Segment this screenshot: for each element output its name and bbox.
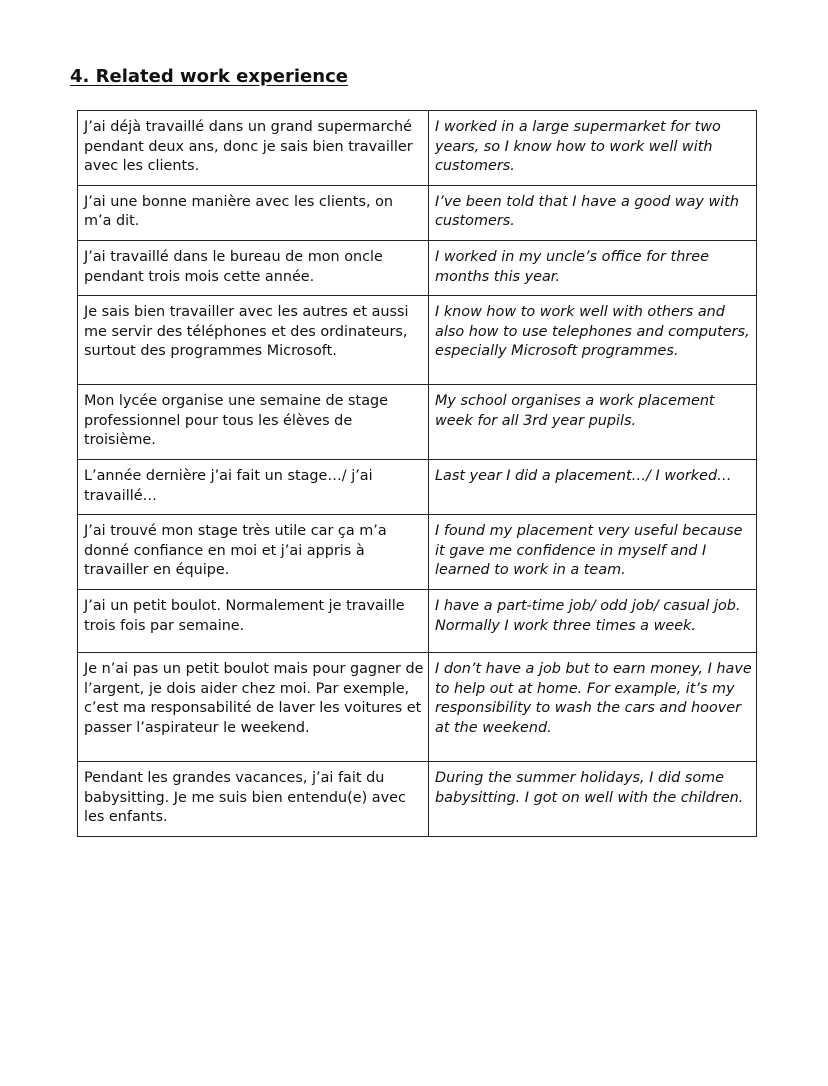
table-row [78,761,757,836]
english-translation: I don’t have a job but to earn money, I have to help out at home. For example, it’s my responsibility to wash the cars and hoover at the weekend. [429,652,757,761]
french-phrase: Je sais bien travailler avec les autres et aussi me servir des téléphones et des ordinateurs, surtout des programmes Microsoft. [78,296,429,385]
french-phrase: J’ai une bonne manière avec les clients, on m’a dit. [78,185,429,240]
english-translation: I found my placement very useful because it gave me confidence in myself and I learned to work in a team. [429,515,757,590]
english-translation: I worked in my uncle’s office for three months this year. [429,240,757,295]
english-translation: I have a part-time job/ odd job/ casual job. Normally I work three times a week. [429,589,757,652]
section-title: 4. Related work experience [70,66,348,87]
table-row [78,185,757,240]
french-phrase: L’année dernière j’ai fait un stage…/ j’ai travaillé… [78,459,429,514]
french-phrase: J’ai travaillé dans le bureau de mon oncle pendant trois mois cette année. [78,240,429,295]
table-row [78,515,757,590]
english-translation: I know how to work well with others and also how to use telephones and computers, especially Microsoft programmes. [429,296,757,385]
table-row [78,652,757,761]
french-phrase: Je n’ai pas un petit boulot mais pour gagner de l’argent, je dois aider chez moi. Par exemple, c’est ma responsabilité de laver les voitures et passer l’aspirateur le weekend. [78,652,429,761]
english-translation: I worked in a large supermarket for two years, so I know how to work well with customers. [429,111,757,186]
english-translation: I’ve been told that I have a good way with customers. [429,185,757,240]
english-translation: My school organises a work placement week for all 3rd year pupils. [429,385,757,460]
english-translation: Last year I did a placement…/ I worked… [429,459,757,514]
table-row [78,240,757,295]
table-row [78,459,757,514]
table-row [78,589,757,652]
french-phrase: Pendant les grandes vacances, j’ai fait du babysitting. Je me suis bien entendu(e) avec les enfants. [78,761,429,836]
french-phrase: J’ai trouvé mon stage très utile car ça m’a donné confiance en moi et j’ai appris à travailler en équipe. [78,515,429,590]
phrase-table [77,110,757,837]
table-row [78,111,757,186]
french-phrase: Mon lycée organise une semaine de stage professionnel pour tous les élèves de troisième. [78,385,429,460]
french-phrase: J’ai déjà travaillé dans un grand supermarché pendant deux ans, donc je sais bien travailler avec les clients. [78,111,429,186]
french-phrase: J’ai un petit boulot. Normalement je travaille trois fois par semaine. [78,589,429,652]
english-translation: During the summer holidays, I did some babysitting. I got on well with the children. [429,761,757,836]
table-row [78,385,757,460]
table-row [78,296,757,385]
